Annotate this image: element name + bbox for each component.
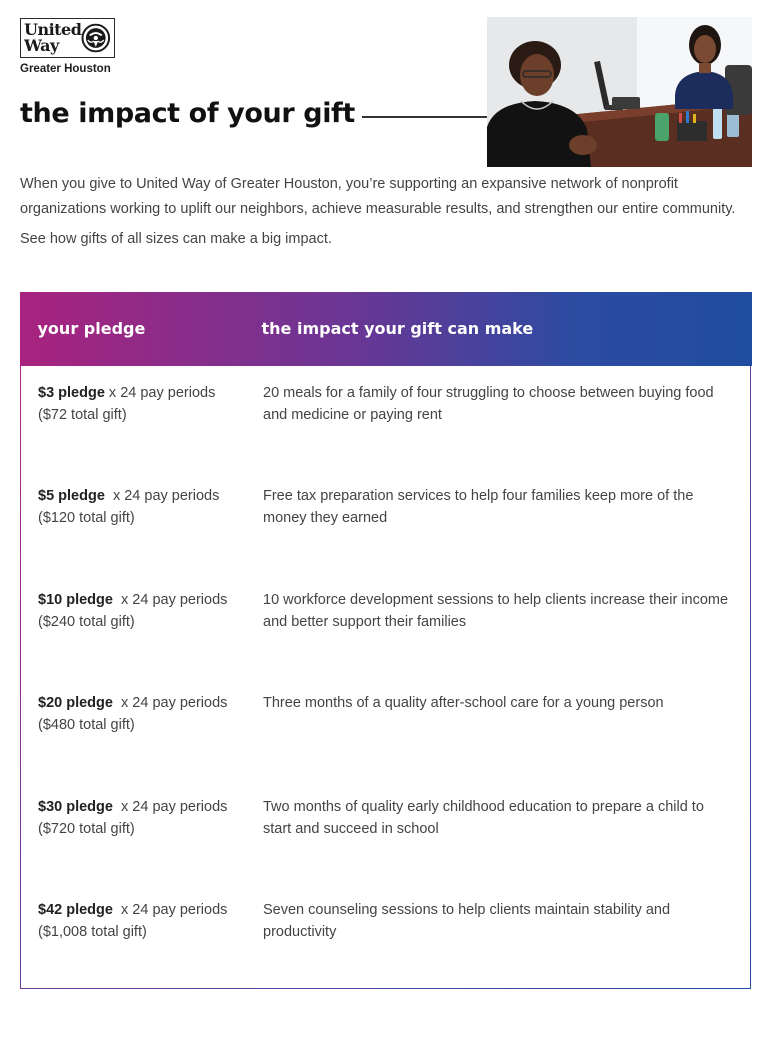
logo-box (20, 18, 115, 58)
total-gift: ($480 total gift) (38, 717, 135, 733)
logo-subtitle: Greater Houston (20, 63, 111, 75)
total-gift: ($720 total gift) (38, 821, 135, 837)
total-gift: ($120 total gift) (38, 510, 135, 526)
pay-periods: x 24 pay periods (112, 799, 228, 815)
united-way-logo (20, 18, 115, 75)
pledge-amount: $5 pledge (38, 488, 105, 504)
pledge-cell (21, 485, 263, 529)
impact-cell: Two months of quality early childhood education to prepare a child to start and succeed in school (263, 799, 704, 837)
pledge-cell (21, 382, 263, 426)
pledge-cell (21, 796, 263, 840)
total-gift: ($240 total gift) (38, 614, 135, 630)
staff-photo (487, 17, 752, 167)
total-gift: ($72 total gift) (38, 407, 127, 423)
impact-cell: Free tax preparation services to help four families keep more of the money they earned (263, 488, 694, 526)
logo-line-united: United (24, 20, 82, 39)
pay-periods: x 24 pay periods (112, 902, 228, 918)
pledge-amount: $10 pledge (38, 592, 113, 608)
table-row (21, 899, 750, 943)
impact-cell: Three months of a quality after-school care for a young person (263, 695, 664, 711)
table-row (21, 796, 750, 840)
table-row (21, 382, 750, 426)
total-gift: ($1,008 total gift) (38, 924, 147, 940)
table-header (20, 292, 752, 366)
impact-cell: 10 workforce development sessions to help clients increase their income and better support their families (263, 592, 729, 630)
pledge-cell (21, 899, 263, 943)
pay-periods: x 24 pay periods (104, 385, 216, 401)
intro-paragraph: When you give to United Way of Greater Houston, you’re supporting an expansive network of nonprofit organizations working to uplift our neighbors, achieve measurable results, and strengthen our entire community. (20, 176, 736, 217)
table-row (21, 692, 750, 736)
pledge-amount: $3 pledge (38, 385, 105, 401)
impact-cell: 20 meals for a family of four struggling to choose between buying food and medicine or paying rent (263, 385, 714, 423)
logo-wordmark (24, 22, 81, 54)
pledge-amount: $30 pledge (38, 799, 113, 815)
logo-line-way: Way (24, 36, 59, 55)
header-impact: the impact your gift can make (261, 319, 534, 338)
pay-periods: x 24 pay periods (104, 488, 220, 504)
pledge-amount: $20 pledge (38, 695, 113, 711)
pay-periods: x 24 pay periods (112, 592, 228, 608)
pay-periods: x 24 pay periods (112, 695, 228, 711)
table-row (21, 589, 750, 633)
impact-cell: Seven counseling sessions to help clients maintain stability and productivity (263, 902, 671, 940)
header-your-pledge: your pledge (37, 319, 146, 338)
pledge-cell (21, 692, 263, 736)
page-title: the impact of your gift (20, 98, 355, 129)
table-row (21, 485, 750, 529)
pledge-impact-table (20, 292, 751, 989)
pledge-amount: $42 pledge (38, 902, 113, 918)
intro-text (20, 172, 740, 252)
united-way-seal-icon (81, 23, 111, 53)
pledge-cell (21, 589, 263, 633)
title-divider (362, 116, 488, 118)
intro-tagline: See how gifts of all sizes can make a big impact. (20, 231, 332, 247)
